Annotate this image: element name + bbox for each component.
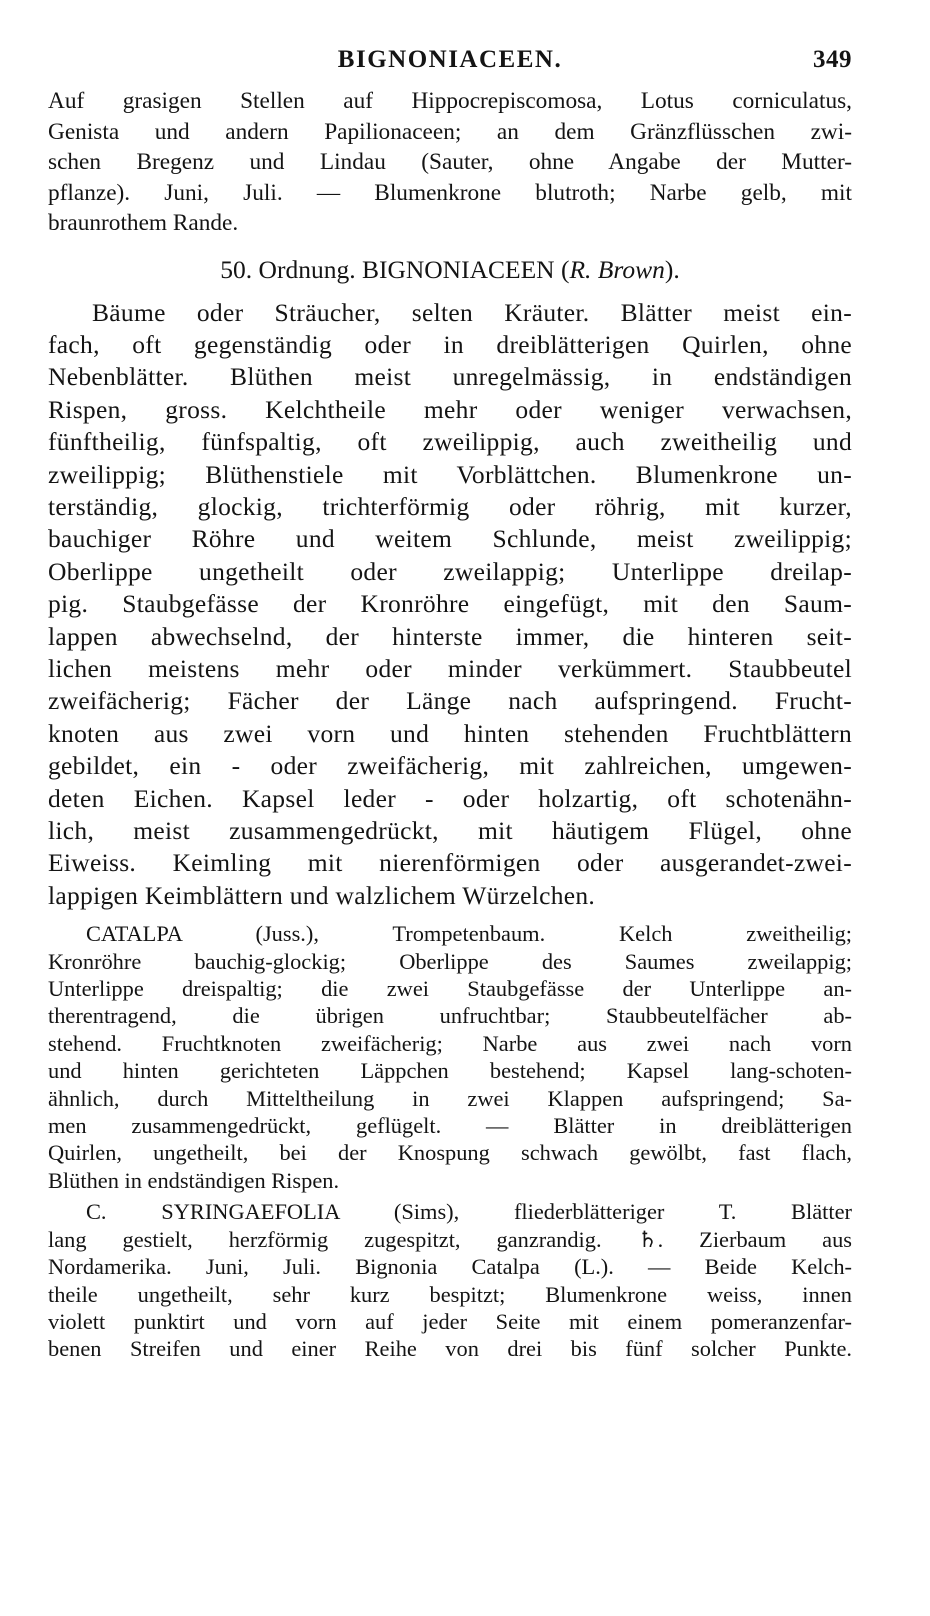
text-line: Quirlen, ungetheilt, bei der Knospung schwach gewölbt, fast flach,	[48, 1140, 852, 1166]
page-number: 349	[813, 46, 852, 73]
text-line: deten Eichen. Kapsel leder - oder holzartig, oft schotenähn-	[48, 783, 852, 813]
text-line: theile ungetheilt, sehr kurz bespitzt; Blumenkrone weiss, innen	[48, 1281, 852, 1307]
text-line: knoten aus zwei vorn und hinten stehenden Fruchtblättern	[48, 718, 852, 748]
text-line: Kronröhre bauchig-glockig; Oberlippe des Saumes zweilappig;	[48, 948, 852, 974]
text-line: lichen meistens mehr oder minder verkümmert. Staubbeutel	[48, 653, 852, 683]
book-page	[48, 42, 852, 1582]
order-heading-author: R. Brown	[569, 254, 665, 284]
text-line: lappigen Keimblättern und walzlichem Würzelchen.	[48, 880, 596, 910]
text-line: terständig, glockig, trichterförmig oder röhrig, mit kurzer,	[48, 491, 852, 521]
text-line: stehend. Fruchtknoten zweifächerig; Narbe aus zwei nach vorn	[48, 1030, 852, 1056]
intro-paragraph	[48, 86, 852, 239]
text-line: bauchiger Röhre und weitem Schlunde, meist zweilippig;	[48, 524, 852, 554]
text-line: braunrothem Rande.	[48, 210, 239, 236]
order-heading-prefix: 50. Ordnung. BIGNONIACEEN (	[220, 254, 570, 284]
text-line: lich, meist zusammengedrückt, mit häutigem Flügel, ohne	[48, 816, 852, 845]
text-line: pig. Staubgefässe der Kronröhre eingefügt, mit den Saum-	[48, 589, 852, 619]
order-heading	[48, 253, 852, 287]
text-line: Oberlippe ungetheilt oder zweilappig; Unterlippe dreilap-	[48, 556, 852, 586]
text-line: CATALPA (Juss.), Trompetenbaum. Kelch zweitheilig;	[86, 921, 852, 947]
text-line: Nordamerika. Juni, Juli. Bignonia Catalpa (L.). — Beide Kelch-	[48, 1254, 852, 1280]
order-heading-suffix: ).	[664, 254, 680, 284]
text-line: lappen abwechselnd, der hinterste immer, die hinteren seit-	[48, 621, 852, 651]
text-line: pflanze). Juni, Juli. — Blumenkrone blutroth; Narbe gelb, mit	[48, 179, 852, 206]
genus-catalpa-description	[48, 920, 852, 1194]
text-line: und hinten gerichteten Läppchen bestehend; Kapsel lang-schoten-	[48, 1058, 852, 1084]
text-line: zweilippig; Blüthenstiele mit Vorblättchen. Blumenkrone un-	[48, 459, 852, 489]
text-line: fünftheilig, fünfspaltig, oft zweilippig, auch zweitheilig und	[48, 427, 852, 457]
text-line: Unterlippe dreispaltig; die zwei Staubgefässe der Unterlippe an-	[48, 976, 852, 1002]
species-syringaefolia-description	[48, 1198, 852, 1362]
text-line: lang gestielt, herzförmig zugespitzt, ganzrandig. ♄. Zierbaum aus	[48, 1226, 852, 1252]
text-line: Genista und andern Papilionaceen; an dem Gränzflüsschen zwi-	[48, 118, 852, 145]
text-line: Blüthen in endständigen Rispen.	[48, 1167, 340, 1193]
running-title: BIGNONIACEEN.	[337, 46, 563, 73]
text-line: Rispen, gross. Kelchtheile mehr oder weniger verwachsen,	[48, 394, 852, 424]
page-header	[48, 42, 852, 86]
text-line: ähnlich, durch Mitteltheilung in zwei Klappen aufspringend; Sa-	[48, 1085, 852, 1111]
text-line: men zusammengedrückt, geflügelt. — Blätter in dreiblätterigen	[48, 1113, 852, 1139]
text-line: benen Streifen und einer Reihe von drei bis fünf solcher Punkte.	[48, 1336, 852, 1362]
text-line: Eiweiss. Keimling mit nierenförmigen oder ausgerandet-zwei-	[48, 848, 852, 878]
text-line: zweifächerig; Fächer der Länge nach aufspringend. Frucht-	[48, 686, 852, 716]
text-line: gebildet, ein - oder zweifächerig, mit zahlreichen, umgewen-	[48, 751, 852, 781]
text-line: violett punktirt und vorn auf jeder Seite mit einem pomeranzenfar-	[48, 1308, 852, 1334]
text-line: Auf grasigen Stellen auf Hippocrepiscomosa, Lotus corniculatus,	[48, 88, 852, 114]
text-line: fach, oft gegenständig oder in dreiblätterigen Quirlen, ohne	[48, 329, 852, 359]
family-description	[48, 297, 852, 913]
text-line: Bäume oder Sträucher, selten Kräuter. Blätter meist ein-	[92, 297, 852, 327]
text-line: therentragend, die übrigen unfruchtbar; Staubbeutelfächer ab-	[48, 1003, 852, 1029]
text-line: schen Bregenz und Lindau (Sauter, ohne Angabe der Mutter-	[48, 149, 852, 175]
text-line: Nebenblätter. Blüthen meist unregelmässig, in endständigen	[48, 362, 852, 392]
text-line: C. SYRINGAEFOLIA (Sims), fliederblätteriger T. Blätter	[86, 1199, 852, 1225]
